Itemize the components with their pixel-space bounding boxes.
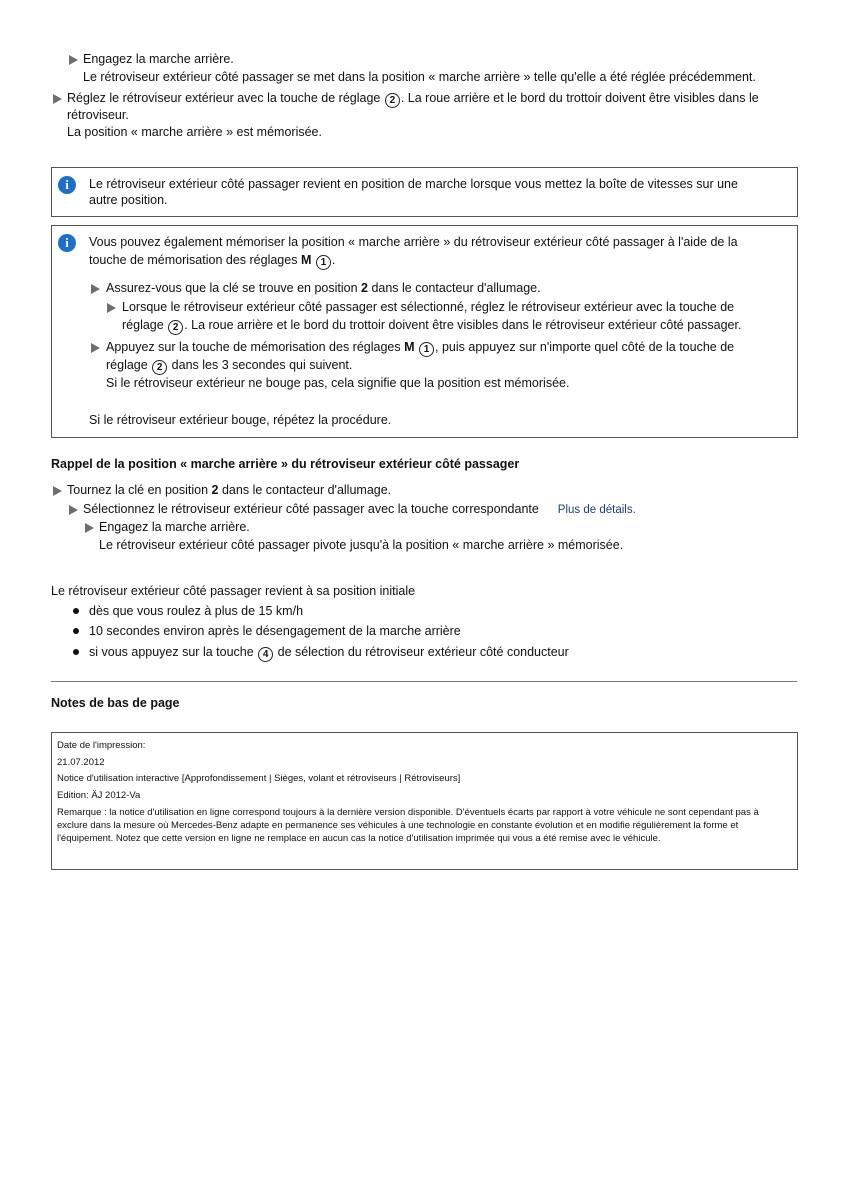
edition: Edition: ÄJ 2012-Va <box>57 790 141 801</box>
print-date: 21.07.2012 <box>57 757 105 768</box>
return-bullet-time: 10 secondes environ après le désengagement de la marche arrière <box>89 624 461 638</box>
bullet-icon <box>73 628 79 634</box>
return-bullet-key <box>89 644 569 662</box>
info-box-gear <box>51 167 798 217</box>
step-arrow-icon <box>85 523 94 533</box>
step-arrow-icon <box>53 94 62 104</box>
info-box-gear-line2: autre position. <box>89 193 168 207</box>
step-adjust-result: La position « marche arrière » est mémorisée. <box>67 125 322 139</box>
recall-step-reverse-desc: Le rétroviseur extérieur côté passager pivote jusqu'à la position « marche arrière » mémorisée. <box>99 538 624 552</box>
memory-step-press-result: Si le rétroviseur extérieur ne bouge pas, cela signifie que la position est mémorisée. <box>106 376 570 390</box>
memory-text-end: . <box>331 253 336 267</box>
step-arrow-icon <box>107 303 116 313</box>
memory-key-label: M <box>404 340 415 354</box>
recall-heading: Rappel de la position « marche arrière » du rétroviseur extérieur côté passager <box>51 457 520 471</box>
return-bullet-speed: dès que vous roulez à plus de 15 km/h <box>89 604 304 618</box>
memory-step-press-b: , puis appuyez sur n'importe quel côté de la touche de <box>435 340 735 354</box>
memory-step-press-a: Appuyez sur la touche de mémorisation des réglages <box>106 340 401 354</box>
memory-key-label: M <box>300 253 312 267</box>
info-box-memory-line2 <box>89 252 335 270</box>
step-engage-reverse: Engagez la marche arrière. <box>83 52 234 66</box>
bullet-icon <box>73 608 79 614</box>
memory-step-press-c: réglage <box>106 358 148 372</box>
key-2-icon: 2 <box>168 320 183 335</box>
key-2-icon: 2 <box>152 360 167 375</box>
step-adjust-text: Réglez le rétroviseur extérieur avec la touche de réglage <box>67 91 381 105</box>
recall-step-key-a: Tournez la clé en position <box>67 483 209 497</box>
memory-step-adjust: Lorsque le rétroviseur extérieur côté passager est sélectionné, réglez le rétroviseur extérieur avec la touche de <box>122 300 735 314</box>
footnotes-heading: Notes de bas de page <box>51 696 180 710</box>
bullet-icon <box>73 649 79 655</box>
step-arrow-icon <box>91 284 100 294</box>
memory-step-key <box>106 280 541 297</box>
memory-repeat-note: Si le rétroviseur extérieur bouge, répétez la procédure. <box>89 413 392 427</box>
memory-text: touche de mémorisation des réglages <box>89 253 298 267</box>
return-bullet-key-a: si vous appuyez sur la touche <box>89 645 254 659</box>
step-adjust-mirror <box>67 90 759 108</box>
info-box-memory <box>51 225 798 438</box>
return-intro: Le rétroviseur extérieur côté passager revient à sa position initiale <box>51 584 416 598</box>
memory-step-adjust-b: réglage <box>122 318 164 332</box>
info-box-gear-line1: Le rétroviseur extérieur côté passager revient en position de marche lorsque vous mettez la boîte de vitesses sur une <box>89 177 738 191</box>
info-box-memory-line1: Vous pouvez également mémoriser la position « marche arrière » du rétroviseur extérieur côté passager à l'aide de la <box>89 235 738 249</box>
step-engage-reverse-desc: Le rétroviseur extérieur côté passager se met dans la position « marche arrière » telle qu'elle a été réglée précédemment. <box>83 70 756 84</box>
step-arrow-icon <box>69 55 78 65</box>
memory-step-press <box>106 339 734 357</box>
recall-step-key-pos: 2 <box>211 483 219 497</box>
key-1-icon: 1 <box>419 342 434 357</box>
more-details-link[interactable]: Plus de détails <box>557 504 633 516</box>
remark: Remarque : la notice d'utilisation en ligne correspond toujours à la dernière version disponible. D'éventuels écarts par rapport à votre véhicule ne sont cependant pas à exclure dans la mesure où Mercedes-Benz adapte en permanence ses véhicules à une technologie en constante évolution et en modifie régulièrement la forme et l'équipement. Notez que cette version en ligne ne remplace en aucun cas la notice d'utilisation imprimée qui vous a été remise avec le véhicule. <box>57 807 759 844</box>
step-arrow-icon <box>69 505 78 515</box>
memory-step-adjust-cont <box>122 317 741 335</box>
return-bullet-key-b: de sélection du rétroviseur extérieur côté conducteur <box>277 645 569 659</box>
info-icon: i <box>58 176 76 194</box>
key-2-icon: 2 <box>385 93 400 108</box>
recall-step-key-c: dans le contacteur d'allumage. <box>221 483 392 497</box>
document-title: Notice d'utilisation interactive [Approfondissement | Sièges, volant et rétroviseurs | Rétroviseurs] <box>57 773 461 784</box>
memory-step-key-a: Assurez-vous que la clé se trouve en position <box>106 281 358 295</box>
info-icon: i <box>58 234 76 252</box>
recall-step-reverse: Engagez la marche arrière. <box>99 520 250 534</box>
recall-step-select-text: Sélectionnez le rétroviseur extérieur côté passager avec la touche correspondante <box>83 502 539 516</box>
step-adjust-text-b: . La roue arrière et le bord du trottoir doivent être visibles dans le <box>400 91 759 105</box>
key-1-icon: 1 <box>316 255 331 270</box>
recall-step-key <box>67 482 391 499</box>
step-arrow-icon <box>53 486 62 496</box>
divider <box>51 681 797 682</box>
memory-step-press-cont <box>106 357 352 375</box>
more-details-dot: . <box>632 504 636 516</box>
key-4-icon: 4 <box>258 647 273 662</box>
step-arrow-icon <box>91 343 100 353</box>
memory-step-key-c: dans le contacteur d'allumage. <box>371 281 541 295</box>
recall-step-select <box>83 501 636 519</box>
memory-step-key-pos: 2 <box>361 281 368 295</box>
step-adjust-mirror-cont: rétroviseur. <box>67 108 129 122</box>
memory-step-press-d: dans les 3 secondes qui suivent. <box>171 358 353 372</box>
memory-step-adjust-c: . La roue arrière et le bord du trottoir doivent être visibles dans le rétroviseur extérieur côté passager. <box>184 318 742 332</box>
print-date-label: Date de l'impression: <box>57 740 146 751</box>
